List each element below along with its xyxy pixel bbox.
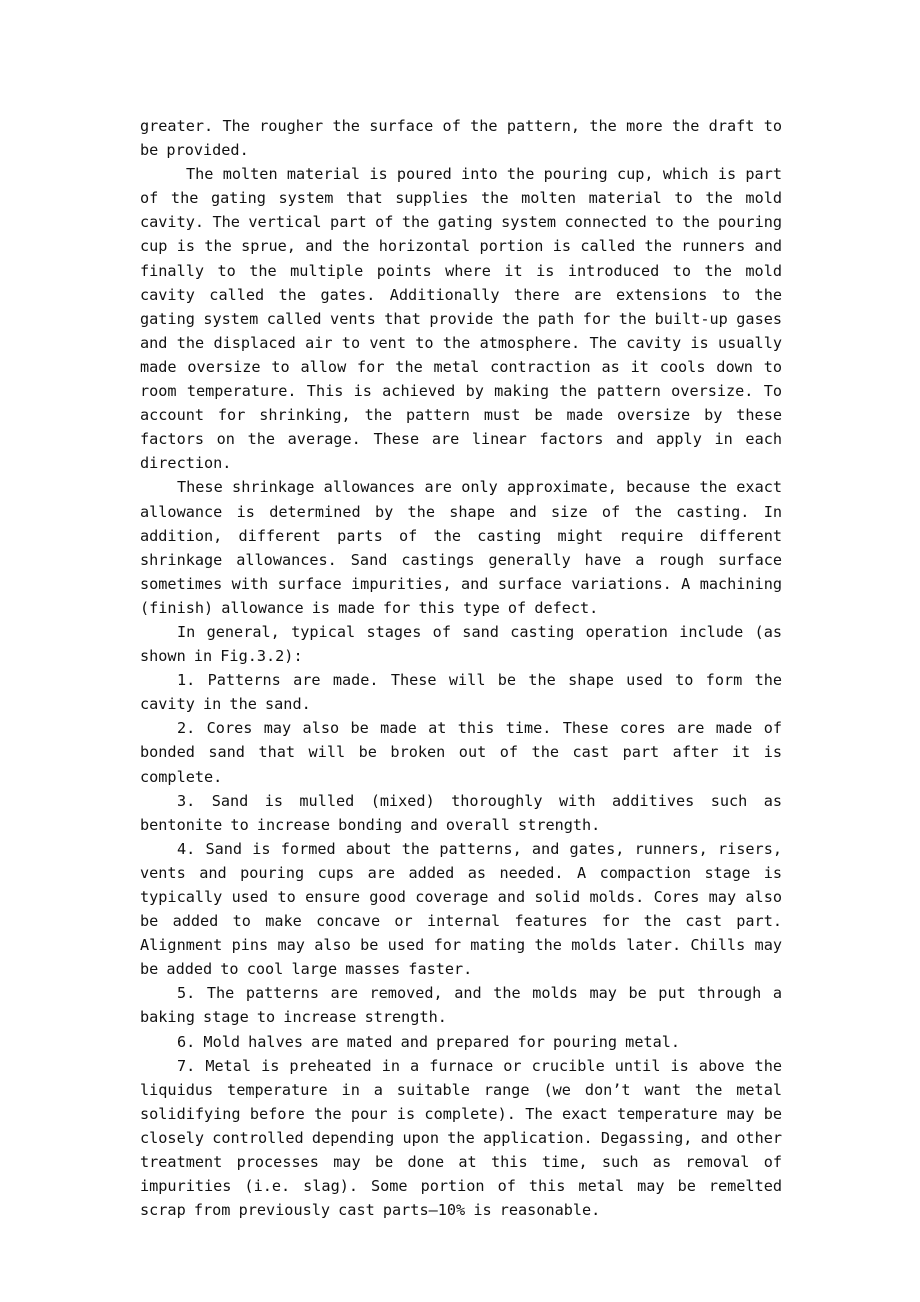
list-item-step-5: 5. The patterns are removed, and the molds may be put through a baking stage to increase strength. [140, 984, 782, 1027]
paragraph-stages-intro: In general, typical stages of sand casting operation include (as shown in Fig.3.2): [140, 622, 782, 666]
paragraph-draft-continuation: greater. The rougher the surface of the pattern, the more the draft to be provided. [140, 117, 782, 160]
paragraph-gating-system: The molten material is poured into the pouring cup, which is part of the gating system that supplies the molten material to the mold cavity. The vertical part of the gating system connected to the pouring cup is the sprue, and the horizontal portion is called the runners and finally to the multiple points where it is introduced to the mold cavity called the gates. Additionally there are extensions to the gating system called vents that provide the path for the built-up gases and the displaced air to vent to the atmosphere. The cavity is usually made oversize to allow for the metal contraction as it cools down to room temperature. This is achieved by making the pattern oversize. To account for shrinking, the pattern must be made oversize by these factors on the average. These are linear factors and apply in each direction. [140, 165, 782, 473]
list-item-step-2: 2. Cores may also be made at this time. These cores are made of bonded sand that will be broken out of the cast part after it is complete. [140, 719, 782, 786]
list-item-step-3: 3. Sand is mulled (mixed) thoroughly with additives such as bentonite to increase bonding and overall strength. [140, 791, 782, 834]
list-item-step-1: 1. Patterns are made. These will be the shape used to form the cavity in the sand. [140, 671, 782, 714]
document-page [140, 114, 782, 1222]
list-item-step-4: 4. Sand is formed about the patterns, and gates, runners, risers, vents and pouring cups are added as needed. A compaction stage is typically used to ensure good coverage and solid molds. Cores may also be added to make concave or internal features for the cast part. Alignment pins may also be used for mating the molds later. Chills may be added to cool large masses faster. [140, 839, 782, 979]
paragraph-shrinkage-allowances: These shrinkage allowances are only approximate, because the exact allowance is determined by the shape and size of the casting. In addition, different parts of the casting might require different shrinkage allowances. Sand castings generally have a rough surface sometimes with surface impurities, and surface variations. A machining (finish) allowance is made for this type of defect. [140, 478, 782, 617]
list-item-step-7: 7. Metal is preheated in a furnace or crucible until is above the liquidus temperature in a suitable range (we don’t want the metal solidifying before the pour is complete). The exact temperature may be closely controlled depending upon the application. Degassing, and other treatment processes may be done at this time, such as removal of impurities (i.e. slag). Some portion of this metal may be remelted scrap from previously cast parts—10% is reasonable. [140, 1056, 782, 1220]
list-item-step-6: 6. Mold halves are mated and prepared for pouring metal. [177, 1032, 681, 1051]
